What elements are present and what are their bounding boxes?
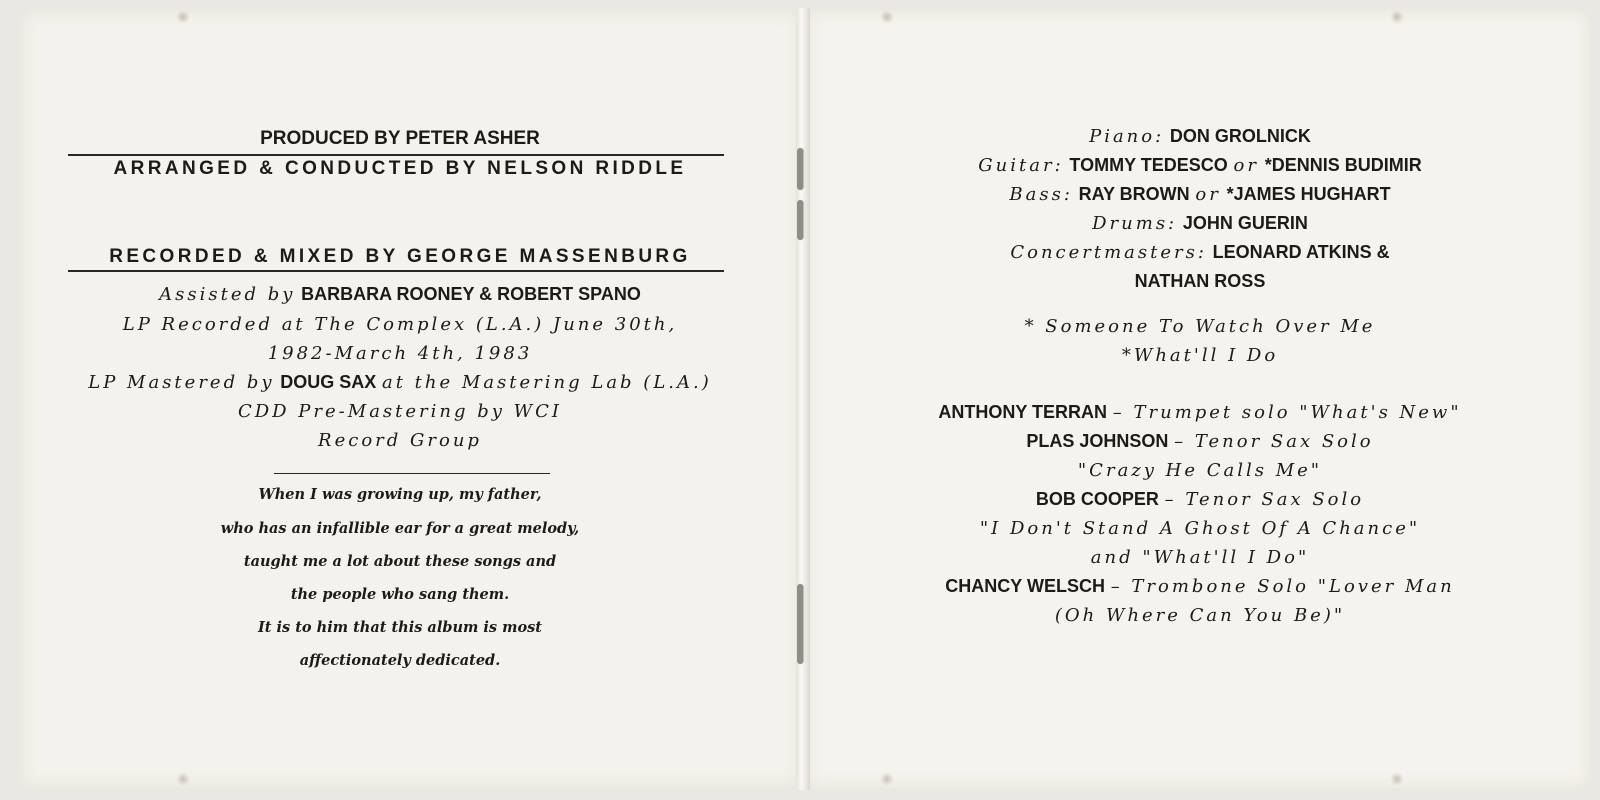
staple xyxy=(797,584,803,664)
staple xyxy=(797,148,803,190)
guitar-credit xyxy=(860,155,1540,176)
concertmaster-name-2: NATHAN ROSS xyxy=(1134,271,1266,291)
guitar-or: or xyxy=(1233,155,1259,176)
bass-label: Bass: xyxy=(1009,184,1073,205)
credits-left xyxy=(60,128,740,688)
piano-credit xyxy=(860,126,1540,147)
rule-line xyxy=(68,154,724,156)
guitar-name-1: TOMMY TEDESCO xyxy=(1069,155,1228,175)
dedication-line: the people who sang them. xyxy=(290,586,510,603)
solo-credit-terran xyxy=(860,402,1540,423)
bass-or: or xyxy=(1195,184,1221,205)
solo-credit-cooper xyxy=(860,489,1540,510)
bass-name-2: *JAMES HUGHART xyxy=(1226,184,1391,204)
starred-song-1: * Someone To Watch Over Me xyxy=(1024,316,1376,337)
bass-credit xyxy=(860,184,1540,205)
solo-description: – Trombone Solo "Lover Man xyxy=(1110,576,1455,597)
dedication-line: taught me a lot about these songs and xyxy=(243,553,557,570)
guitar-label: Guitar: xyxy=(978,155,1064,176)
page-crease xyxy=(880,772,894,786)
concertmasters-credit xyxy=(860,242,1540,263)
page-crease xyxy=(176,10,190,24)
guitar-name-2: *DENNIS BUDIMIR xyxy=(1264,155,1422,175)
soloist-name: ANTHONY TERRAN xyxy=(938,402,1108,422)
lp-mastered-credit xyxy=(60,372,740,393)
page-crease xyxy=(1390,10,1404,24)
lp-mastered-prefix: LP Mastered by xyxy=(88,372,275,393)
cdd-line-2: Record Group xyxy=(318,430,482,451)
page-crease xyxy=(1390,772,1404,786)
staple xyxy=(797,200,803,240)
solo-description: – Tenor Sax Solo xyxy=(1164,489,1365,510)
solo-description: – Trumpet solo "What's New" xyxy=(1112,402,1462,423)
drums-credit xyxy=(860,213,1540,234)
lp-mastered-name: DOUG SAX xyxy=(280,372,377,392)
dedication-line: affectionately dedicated. xyxy=(299,652,501,669)
dedication-line: It is to him that this album is most xyxy=(257,619,543,636)
dedication-rule xyxy=(274,473,550,474)
soloist-name: PLAS JOHNSON xyxy=(1026,431,1169,451)
solo-description: – Tenor Sax Solo xyxy=(1174,431,1374,452)
arranger-credit: ARRANGED & CONDUCTED BY NELSON RIDDLE xyxy=(113,158,687,179)
bass-name-1: RAY BROWN xyxy=(1078,184,1190,204)
drums-name: JOHN GUERIN xyxy=(1182,213,1308,233)
solo-credit-johnson xyxy=(860,431,1540,452)
concertmasters-label: Concertmasters: xyxy=(1010,242,1207,263)
concertmaster-name-1: LEONARD ATKINS & xyxy=(1212,242,1390,262)
solo-song: and "What'll I Do" xyxy=(1090,547,1310,568)
page-crease xyxy=(176,772,190,786)
producer-credit: PRODUCED BY PETER ASHER xyxy=(260,128,540,149)
drums-label: Drums: xyxy=(1092,213,1178,234)
booklet-spine xyxy=(796,8,810,790)
lp-mastered-suffix: at the Mastering Lab (L.A.) xyxy=(382,372,712,393)
assistant-names: BARBARA ROONEY & ROBERT SPANO xyxy=(301,284,641,304)
page-crease xyxy=(880,10,894,24)
credits-right xyxy=(860,126,1540,646)
solo-song: "I Don't Stand A Ghost Of A Chance" xyxy=(979,518,1421,539)
assisted-prefix: Assisted by xyxy=(159,284,296,305)
solo-credit-welsch xyxy=(860,576,1540,597)
lp-recorded-line-2: 1982-March 4th, 1983 xyxy=(267,343,533,364)
cdd-line-1: CDD Pre-Mastering by WCI xyxy=(237,401,563,422)
piano-name: DON GROLNICK xyxy=(1169,126,1311,146)
lp-recorded-line-1: LP Recorded at The Complex (L.A.) June 30th, xyxy=(122,314,678,335)
engineer-credit: RECORDED & MIXED BY GEORGE MASSENBURG xyxy=(109,246,691,267)
rule-line xyxy=(68,270,724,272)
solo-song: (Oh Where Can You Be)" xyxy=(1054,605,1346,626)
piano-label: Piano: xyxy=(1089,126,1165,147)
starred-song-2: *What'll I Do xyxy=(1121,345,1279,366)
dedication-line: who has an infallible ear for a great melody, xyxy=(220,520,580,537)
dedication-line: When I was growing up, my father, xyxy=(258,486,542,503)
solo-song: "Crazy He Calls Me" xyxy=(1077,460,1323,481)
soloist-name: BOB COOPER xyxy=(1035,489,1159,509)
assisted-credit xyxy=(60,284,740,305)
soloist-name: CHANCY WELSCH xyxy=(945,576,1105,596)
